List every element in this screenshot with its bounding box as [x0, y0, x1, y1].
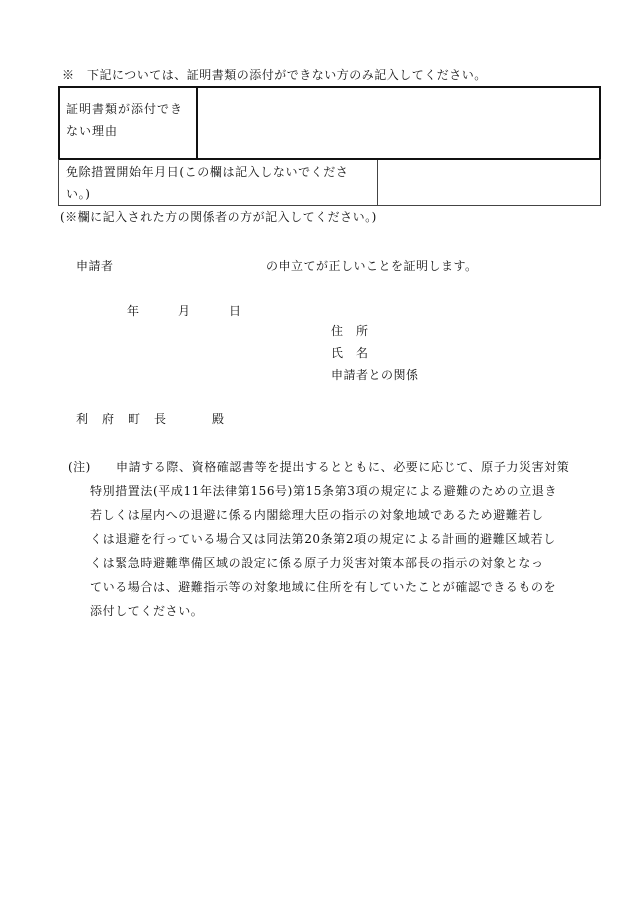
- note-line: くは緊急時避難準備区域の設定に係る原子力災害対策本部長の指示の対象となっ: [90, 556, 544, 570]
- applicant-statement: の申立てが正しいことを証明します。: [266, 259, 478, 273]
- sub-note: (※欄に記入された方の関係者の方が記入してください。): [60, 210, 377, 224]
- signer-name-label: 氏 名: [331, 346, 369, 360]
- applicant-name-field[interactable]: [120, 252, 260, 274]
- note-line: 添付してください。: [90, 604, 204, 618]
- exemption-input[interactable]: [380, 162, 598, 204]
- date-year: 年: [127, 304, 140, 318]
- note-line: くは退避を行っている場合又は同法第20条第2項の規定による計画的避難区域若し: [90, 532, 556, 546]
- exemption-label: 免除措置開始年月日(この欄は記入しないでくださ い。): [66, 165, 349, 201]
- addressee-office: 利 府 町 長: [76, 412, 168, 426]
- note-line: 申請する際、資格確認書等を提出するとともに、必要に応じて、原子力災害対策: [116, 460, 570, 474]
- header-note: ※ 下記については、証明書類の添付ができない方のみ記入してください。: [62, 68, 487, 82]
- signer-address-label: 住 所: [331, 324, 369, 338]
- exemption-divider: [377, 160, 378, 206]
- reason-input[interactable]: [200, 90, 598, 156]
- applicant-label: 申請者: [76, 259, 114, 273]
- note-line: 特別措置法(平成11年法律第156号)第15条第3項の規定による避難のための立退き: [90, 484, 558, 498]
- addressee-honorific: 殿: [212, 412, 225, 426]
- note-line: 若しくは屋内への退避に係る内閣総理大臣の指示の対象地域であるため避難若し: [90, 508, 544, 522]
- signer-relation-label: 申請者との関係: [331, 368, 419, 382]
- date-day: 日: [229, 304, 242, 318]
- reason-label: 証明書類が添付でき ない理由: [66, 102, 184, 138]
- note-marker: (注): [68, 460, 91, 474]
- note-line: ている場合は、避難指示等の対象地域に住所を有していたことが確認できるものを: [90, 580, 557, 594]
- date-month: 月: [178, 304, 191, 318]
- reason-divider: [196, 86, 198, 160]
